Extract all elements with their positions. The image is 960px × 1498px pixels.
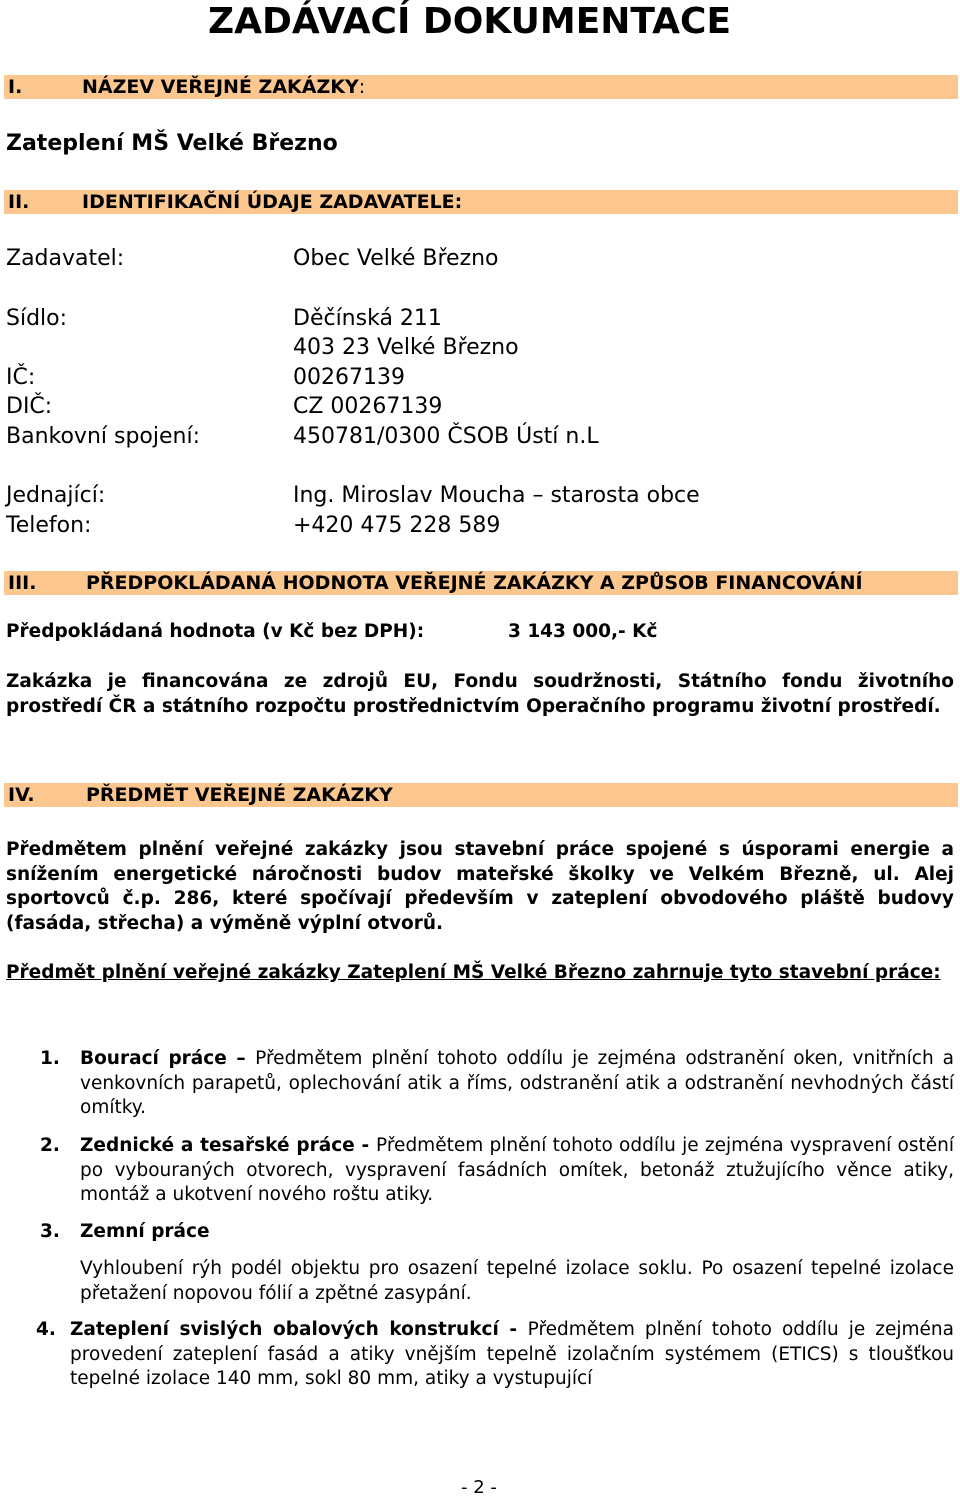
jednajici-value: Ing. Miroslav Moucha – starosta obce	[293, 483, 700, 508]
page-number: - 2 -	[461, 1477, 497, 1498]
section-number: IV.	[8, 784, 35, 806]
section-2-header	[4, 190, 958, 214]
section-4-header	[4, 783, 958, 807]
item-text: Předmětem plnění tohoto oddílu je zejména provedení zateplení fasád a atiky vnějším tepelně izolačním systémem (ETICS) s tloušťkou tepelné izolace 140 mm, sokl 80 mm, atiky a vystupující	[70, 1319, 954, 1389]
section-number: II.	[8, 191, 30, 213]
item-text: Předmětem plnění tohoto oddílu je zejména odstranění oken, vnitřních a venkovních parapetů, oplechování atik a říms, odstranění atik a odstranění nevhodných částí omítky.	[80, 1048, 954, 1118]
item-separator: –	[226, 1048, 256, 1069]
work-item-3-text: Vyhloubení rýh podél objektu pro osazení tepelné izolace soklu. Po osazení tepelné izolace přetažení nopovou fólií a zpětné zasypání.	[80, 1258, 954, 1304]
item-number: 3.	[40, 1221, 60, 1242]
item-number: 1.	[40, 1048, 60, 1069]
telefon-label: Telefon:	[6, 513, 92, 538]
section-title: PŘEDMĚT VEŘEJNÉ ZAKÁZKY	[86, 784, 393, 806]
ic-value: 00267139	[293, 365, 405, 390]
telefon-value: +420 475 228 589	[293, 513, 501, 538]
section-title: NÁZEV VEŘEJNÉ ZAKÁZKY:	[82, 76, 366, 98]
sidlo-label: Sídlo:	[6, 306, 68, 331]
section-number: I.	[8, 76, 23, 98]
work-item-2	[40, 1134, 954, 1208]
item-title: Zednické a tesařské práce	[80, 1135, 355, 1156]
section-title: IDENTIFIKAČNÍ ÚDAJE ZADAVATELE:	[82, 191, 463, 213]
ic-label: IČ:	[6, 365, 36, 390]
work-item-4	[36, 1318, 954, 1392]
item-text: Předmětem plnění tohoto oddílu je zejména vyspravení ostění po vybouraných otvorech, vyspravení fasádních omítek, betonáž ztužujícího věnce atiky, montáž a ukotvení nového roštu atiky.	[80, 1135, 954, 1205]
work-item-1	[40, 1047, 954, 1121]
zadavatel-label: Zadavatel:	[6, 246, 125, 271]
item-title: Zemní práce	[80, 1221, 210, 1242]
sidlo-line2: 403 23 Velké Březno	[293, 335, 519, 360]
section-number: III.	[8, 572, 37, 594]
section-3-header	[4, 571, 958, 595]
jednajici-label: Jednající:	[6, 483, 106, 508]
section-1-header	[4, 75, 958, 99]
section-title: PŘEDPOKLÁDANÁ HODNOTA VEŘEJNÉ ZAKÁZKY A ZPŮSOB FINANCOVÁNÍ	[86, 572, 863, 594]
item-number: 4.	[36, 1319, 56, 1340]
bank-label: Bankovní spojení:	[6, 424, 201, 449]
value-amount: 3 143 000,- Kč	[508, 621, 658, 642]
bank-value: 450781/0300 ČSOB Ústí n.L	[293, 424, 599, 449]
financing-text: Zakázka je financována ze zdrojů EU, Fondu soudržnosti, Státního fondu životního prostředí ČR a státního rozpočtu prostřednictvím Operačního programu životní prostředí.	[6, 671, 954, 717]
contract-name: Zateplení MŠ Velké Březno	[6, 131, 338, 156]
dic-label: DIČ:	[6, 394, 53, 419]
item-separator: -	[498, 1319, 528, 1340]
item-separator: -	[354, 1135, 377, 1156]
work-item-3	[40, 1220, 954, 1245]
dic-value: CZ 00267139	[293, 394, 443, 419]
value-label: Předpokládaná hodnota (v Kč bez DPH):	[6, 621, 425, 642]
document-title: ZADÁVACÍ DOKUMENTACE	[208, 1, 732, 42]
sidlo-line1: Děčínská 211	[293, 306, 442, 331]
item-title: Zateplení svislých obalových konstrukcí	[70, 1319, 499, 1340]
zadavatel-value: Obec Velké Březno	[293, 246, 499, 271]
subject-text: Předmětem plnění veřejné zakázky jsou stavební práce spojené s úsporami energie a snížením energetické náročnosti budov mateřské školky ve Velkém Březně, ul. Alej sportovců č.p. 286, které spočívají především v zateplení obvodového pláště budovy (fasáda, střecha) a výměně výplní otvorů.	[6, 839, 954, 934]
item-number: 2.	[40, 1135, 60, 1156]
works-heading: Předmět plnění veřejné zakázky Zateplení MŠ Velké Březno zahrnuje tyto stavební práce:	[6, 962, 941, 983]
item-title: Bourací práce	[80, 1048, 227, 1069]
